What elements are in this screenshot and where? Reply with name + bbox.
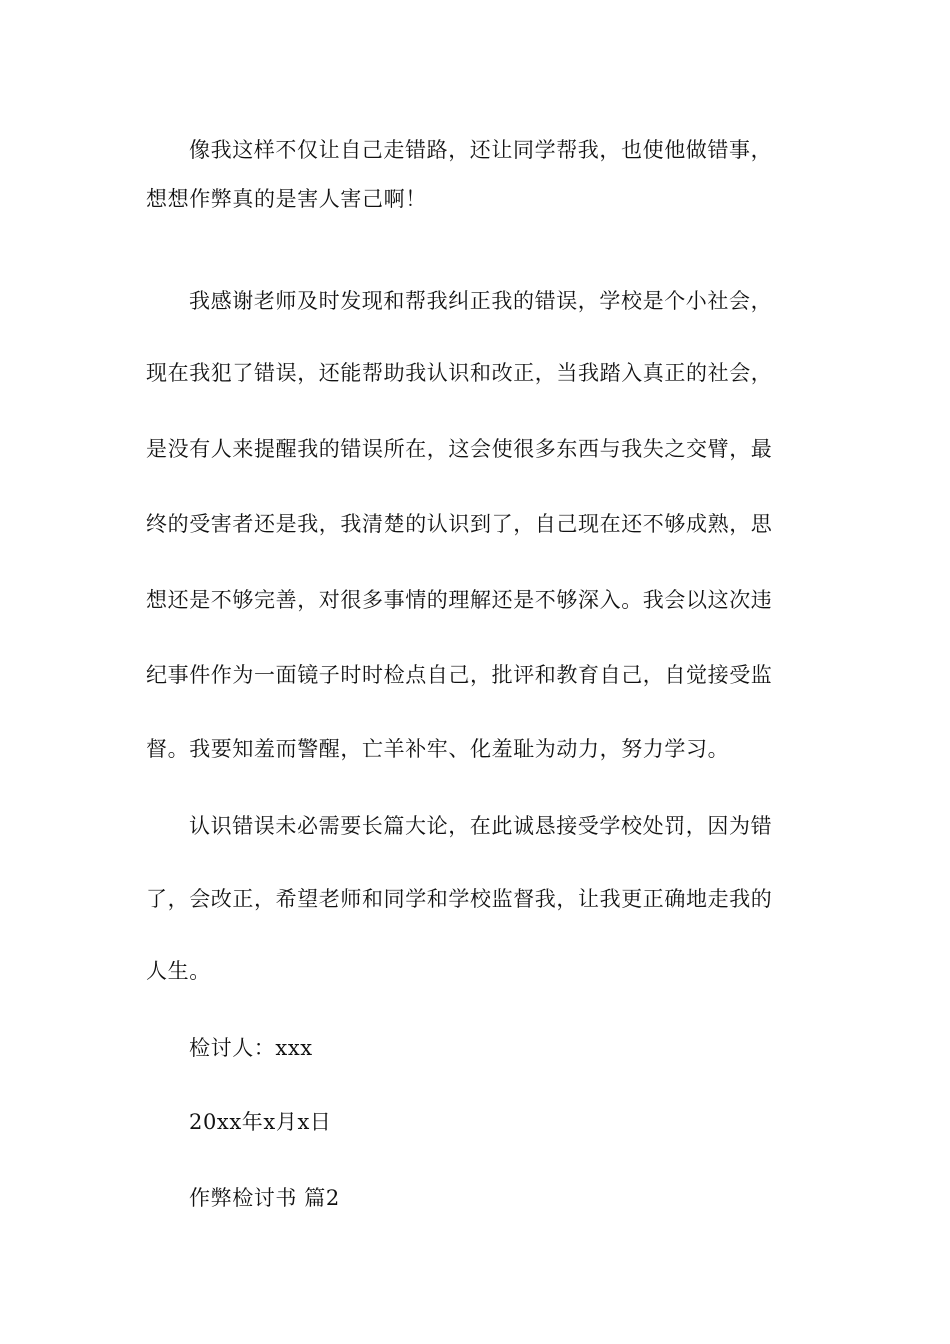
paragraph-2-line-3: 是没有人来提醒我的错误所在，这会使很多东西与我失之交臂，最 <box>146 437 773 461</box>
paragraph-2-line-4: 终的受害者还是我，我清楚的认识到了，自己现在还不够成熟，思 <box>146 512 773 536</box>
signature-line: 检讨人：xxx <box>189 1036 313 1060</box>
paragraph-3-line-2: 了，会改正，希望老师和同学和学校监督我，让我更正确地走我的 <box>146 887 773 911</box>
paragraph-2-line-6: 纪事件作为一面镜子时时检点自己，批评和教育自己，自觉接受监 <box>146 663 773 687</box>
paragraph-1-line-1: 像我这样不仅让自己走错路，还让同学帮我，也使他做错事， <box>189 138 773 162</box>
date-line: 20xx年x月x日 <box>189 1110 332 1134</box>
paragraph-2-line-2: 现在我犯了错误，还能帮助我认识和改正，当我踏入真正的社会， <box>146 361 773 385</box>
paragraph-3-line-1: 认识错误未必需要长篇大论，在此诚恳接受学校处罚，因为错 <box>189 814 773 838</box>
paragraph-2-line-5: 想还是不够完善，对很多事情的理解还是不够深入。我会以这次违 <box>146 588 773 612</box>
paragraph-3-line-3: 人生。 <box>146 959 211 983</box>
paragraph-2-line-1: 我感谢老师及时发现和帮我纠正我的错误，学校是个小社会， <box>189 289 773 313</box>
section-heading: 作弊检讨书 篇2 <box>189 1186 340 1210</box>
paragraph-2-line-7: 督。我要知羞而警醒，亡羊补牢、化羞耻为动力，努力学习。 <box>146 737 730 761</box>
paragraph-1-line-2: 想想作弊真的是害人害己啊！ <box>146 187 427 211</box>
